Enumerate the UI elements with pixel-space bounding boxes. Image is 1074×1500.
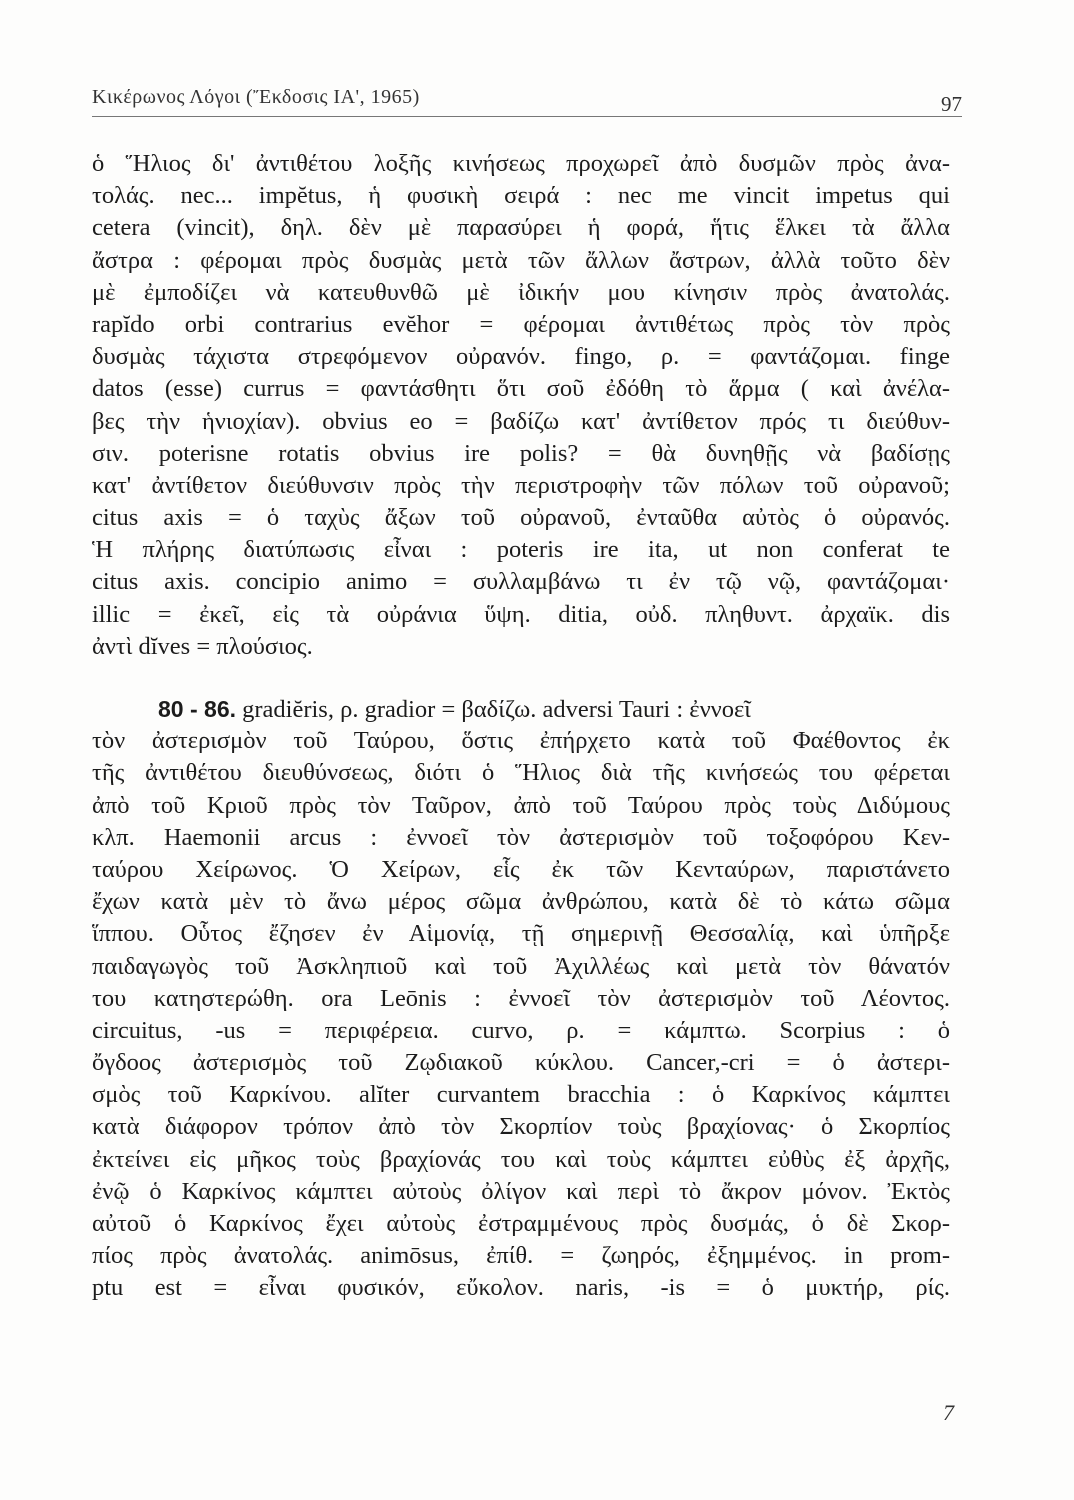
paragraph-gap xyxy=(92,663,950,693)
text-line: rapĭdo orbi contrarius evĕhor = φέρομαι ἀντιθέτως πρὸς τὸν πρὸς xyxy=(92,310,950,338)
text-line: τῆς ἀντιθέτου διευθύνσεως, διότι ὁ Ἥλιος διὰ τῆς κινήσεώς του φέρεται xyxy=(92,759,950,787)
text-line: παιδαγωγὸς τοῦ Ἀσκληπιοῦ καὶ τοῦ Ἀχιλλέως καὶ μετὰ τὸν θάνατόν xyxy=(92,952,950,980)
text-line: του κατηστερώθη. ora Leōnis : ἐννοεῖ τὸν ἀστερισμὸν τοῦ Λέοντος. xyxy=(92,984,950,1012)
text-line: κατὰ διάφορον τρόπον ἀπὸ τὸν Σκορπίον τοὺς βραχίονας· ὁ Σκορπίος xyxy=(92,1113,950,1141)
text-line: cetera (vincit), δηλ. δὲν μὲ παρασύρει ἡ φορά, ἥτις ἕλκει τὰ ἄλλα xyxy=(92,214,950,242)
text-line: ταύρου Χείρωνος. Ὁ Χείρων, εἷς ἐκ τῶν Κενταύρων, παριστάνετο xyxy=(92,855,950,883)
signature-mark: 7 xyxy=(943,1400,954,1425)
text-line: βες τὴν ἡνιοχίαν). obvius eo = βαδίζω κατ' ἀντίθετον πρός τι διεύθυν- xyxy=(92,407,950,435)
text-line: μὲ ἐμποδίζει νὰ κατευθυνθῶ μὲ ἰδικήν μου κίνησιν πρὸς ἀνατολάς. xyxy=(92,278,950,306)
commentary-paragraph-2 xyxy=(92,693,950,1305)
text-line: ἵππου. Οὗτος ἔζησεν ἐν Αἱμονίᾳ, τῇ σημερινῇ Θεσσαλίᾳ, καὶ ὑπῆρξε xyxy=(92,920,950,948)
text-line: illic = ἐκεῖ, εἰς τὰ οὐράνια ὕψη. ditia, οὐδ. πληθυντ. ἀρχαϊκ. dis xyxy=(92,600,950,628)
text-line: τὸν ἀστερισμὸν τοῦ Ταύρου, ὅστις ἐπήρχετο κατὰ τοῦ Φαέθοντος ἐκ xyxy=(92,727,950,755)
text-line: κλπ. Haemonii arcus : ἐννοεῖ τὸν ἀστερισμὸν τοῦ τοξοφόρου Κεν- xyxy=(92,823,950,851)
text-line: ἄστρα : φέρομαι πρὸς δυσμὰς μετὰ τῶν ἄλλων ἄστρων, ἀλλὰ τοῦτο δὲν xyxy=(92,246,950,274)
commentary-paragraph-1 xyxy=(92,148,950,663)
text-line-content: gradiĕris, ρ. gradior = βαδίζω. adversi Tauri : ἐννοεῖ xyxy=(236,696,751,723)
running-header xyxy=(92,86,962,117)
text-line: ἀντὶ dĭves = πλούσιος. xyxy=(92,632,313,660)
text-line: ἐνῷ ὁ Καρκίνος κάμπτει αὐτοὺς ὀλίγον καὶ περὶ τὸ ἄκρον μόνον. Ἐκτὸς xyxy=(92,1177,950,1205)
text-line: τολάς. nec... impĕtus, ἡ φυσικὴ σειρά : nec me vincit impetus qui xyxy=(92,182,950,210)
text-line: πίος πρὸς ἀνατολάς. animōsus, ἐπίθ. = ζωηρός, ἐξημμένος. in prom- xyxy=(92,1242,950,1270)
body-text xyxy=(92,148,950,1305)
text-line: ὄγδοος ἀστερισμὸς τοῦ Ζῳδιακοῦ κύκλου. Cancer,-cri = ὁ ἀστερι- xyxy=(92,1049,950,1077)
text-line: circuitus, -us = περιφέρεια. curvo, ρ. = κάμπτω. Scorpius : ὁ xyxy=(92,1016,950,1044)
text-line: ἀπὸ τοῦ Κριοῦ πρὸς τὸν Ταῦρον, ἀπὸ τοῦ Ταύρου πρὸς τοὺς Διδύμους xyxy=(92,791,950,819)
section-number: 80 - 86. xyxy=(158,696,236,722)
text-line: σμὸς τοῦ Καρκίνου. alĭter curvantem bracchia : ὁ Καρκίνος κάμπτει xyxy=(92,1081,950,1109)
text-line: Ἡ πλήρης διατύπωσις εἶναι : poteris ire ita, ut non conferat te xyxy=(92,536,950,564)
text-line: ὁ Ἥλιος δι' ἀντιθέτου λοξῆς κινήσεως προχωρεῖ ἀπὸ δυσμῶν πρὸς ἀνα- xyxy=(92,150,950,177)
text-line: αὐτοῦ ὁ Καρκίνος ἔχει αὐτοὺς ἐστραμμένους πρὸς δυσμάς, ὁ δὲ Σκορ- xyxy=(92,1210,950,1237)
text-line: κατ' ἀντίθετον διεύθυνσιν πρὸς τὴν περιστροφὴν τῶν πόλων τοῦ οὐρανοῦ; xyxy=(92,471,950,499)
text-line: ptu est = εἶναι φυσικόν, εὔκολον. naris, -is = ὁ μυκτήρ, ρίς. xyxy=(92,1274,950,1302)
text-line: δυσμὰς τάχιστα στρεφόμενον οὐρανόν. fingo, ρ. = φαντάζομαι. finge xyxy=(92,343,950,371)
page-number: 97 xyxy=(941,92,962,116)
text-line: ἔχων κατὰ μὲν τὸ ἄνω μέρος σῶμα ἀνθρώπου, κατὰ δὲ τὸ κάτω σῶμα xyxy=(92,888,950,916)
text-line xyxy=(92,693,950,725)
text-line: σιν. poterisne rotatis obvius ire polis? = θὰ δυνηθῇς νὰ βαδίσῃς xyxy=(92,439,950,467)
text-line: ἐκτείνει εἰς μῆκος τοὺς βραχίονάς του καὶ τοὺς κάμπτει εὐθὺς ἐξ ἀρχῆς, xyxy=(92,1145,950,1173)
text-line: citus axis. concipio animo = συλλαμβάνω τι ἐν τῷ νῷ, φαντάζομαι· xyxy=(92,568,950,596)
running-header-title: Κικέρωνος Λόγοι (Ἔκδοσις ΙΑ', 1965) xyxy=(92,86,420,108)
text-line: citus axis = ὁ ταχὺς ἄξων τοῦ οὐρανοῦ, ἐνταῦθα αὐτὸς ὁ οὐρανός. xyxy=(92,504,950,532)
text-line: datos (esse) currus = φαντάσθητι ὅτι σοῦ ἐδόθη τὸ ἅρμα ( καὶ ἀνέλα- xyxy=(92,375,950,403)
